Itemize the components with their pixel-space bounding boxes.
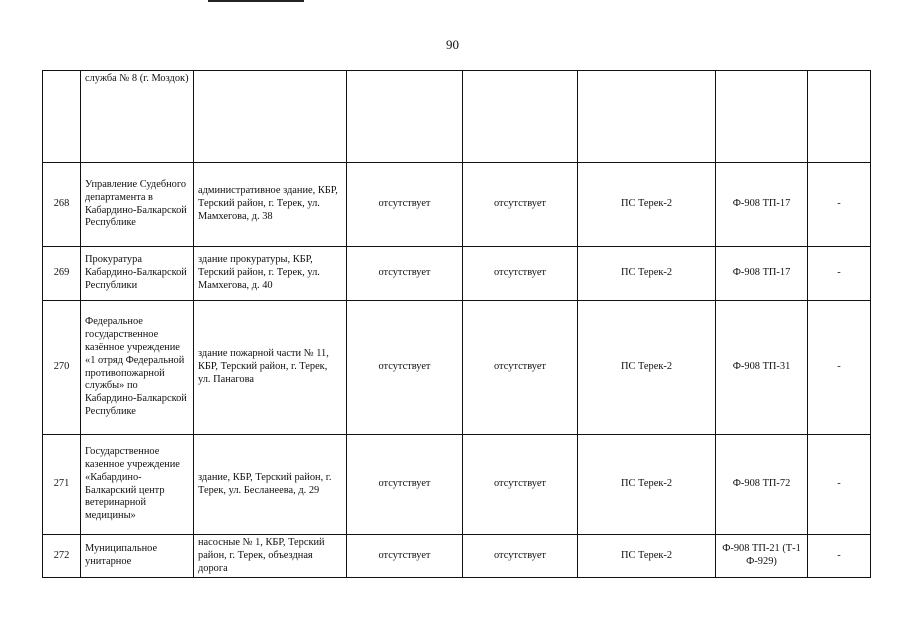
column-4-value: отсутствует	[347, 535, 463, 578]
organization-name: Управление Судебного департамента в Кабардино-Балкарской Республике	[81, 163, 194, 247]
substation: ПС Терек-2	[578, 535, 716, 578]
table-row	[43, 163, 871, 247]
row-number: 269	[43, 247, 81, 301]
last-column-value: -	[808, 163, 871, 247]
column-5-value: отсутствует	[463, 301, 578, 435]
last-column-value: -	[808, 247, 871, 301]
last-column-value: -	[808, 301, 871, 435]
last-column-value: -	[808, 535, 871, 578]
table-row	[43, 71, 871, 163]
last-column-value: -	[808, 435, 871, 535]
row-number: 271	[43, 435, 81, 535]
feeder: Ф-908 ТП-31	[716, 301, 808, 435]
column-5-value: отсутствует	[463, 435, 578, 535]
column-4-value: отсутствует	[347, 163, 463, 247]
organization-name: Прокуратура Кабардино-Балкарской Республики	[81, 247, 194, 301]
organization-name: Федеральное государственное казённое учреждение «1 отряд Федеральной противопожарной службы» по Кабардино-Балкарской Республике	[81, 301, 194, 435]
column-4-value	[347, 71, 463, 163]
facility-address	[194, 71, 347, 163]
column-5-value: отсутствует	[463, 247, 578, 301]
facility-address: здание пожарной части № 11, КБР, Терский район, г. Терек, ул. Панагова	[194, 301, 347, 435]
feeder: Ф-908 ТП-17	[716, 247, 808, 301]
table-row	[43, 435, 871, 535]
column-4-value: отсутствует	[347, 301, 463, 435]
substation: ПС Терек-2	[578, 163, 716, 247]
feeder: Ф-908 ТП-17	[716, 163, 808, 247]
table-row	[43, 535, 871, 578]
column-5-value	[463, 71, 578, 163]
organization-name: Муниципальное унитарное	[81, 535, 194, 578]
column-5-value: отсутствует	[463, 535, 578, 578]
row-number: 270	[43, 301, 81, 435]
row-number	[43, 71, 81, 163]
substation: ПС Терек-2	[578, 435, 716, 535]
substation	[578, 71, 716, 163]
row-number: 268	[43, 163, 81, 247]
facility-address: здание прокуратуры, КБР, Терский район, г. Терек, ул. Мамхегова, д. 40	[194, 247, 347, 301]
feeder: Ф-908 ТП-72	[716, 435, 808, 535]
column-4-value: отсутствует	[347, 247, 463, 301]
facilities-table	[42, 70, 871, 578]
organization-name: Государственное казенное учреждение «Кабардино-Балкарский центр ветеринарной медицины»	[81, 435, 194, 535]
substation: ПС Терек-2	[578, 247, 716, 301]
page-number: 90	[446, 37, 459, 52]
feeder	[716, 71, 808, 163]
facility-address: здание, КБР, Терский район, г. Терек, ул. Бесланеева, д. 29	[194, 435, 347, 535]
table-row	[43, 247, 871, 301]
table-row	[43, 301, 871, 435]
organization-name: служба № 8 (г. Моздок)	[81, 71, 194, 163]
header-rule	[208, 0, 304, 2]
column-4-value: отсутствует	[347, 435, 463, 535]
feeder: Ф-908 ТП-21 (Т-1 Ф-929)	[716, 535, 808, 578]
last-column-value	[808, 71, 871, 163]
substation: ПС Терек-2	[578, 301, 716, 435]
row-number: 272	[43, 535, 81, 578]
facility-address: административное здание, КБР, Терский район, г. Терек, ул. Мамхегова, д. 38	[194, 163, 347, 247]
column-5-value: отсутствует	[463, 163, 578, 247]
facility-address: насосные № 1, КБР, Терский район, г. Терек, объездная дорога	[194, 535, 347, 578]
